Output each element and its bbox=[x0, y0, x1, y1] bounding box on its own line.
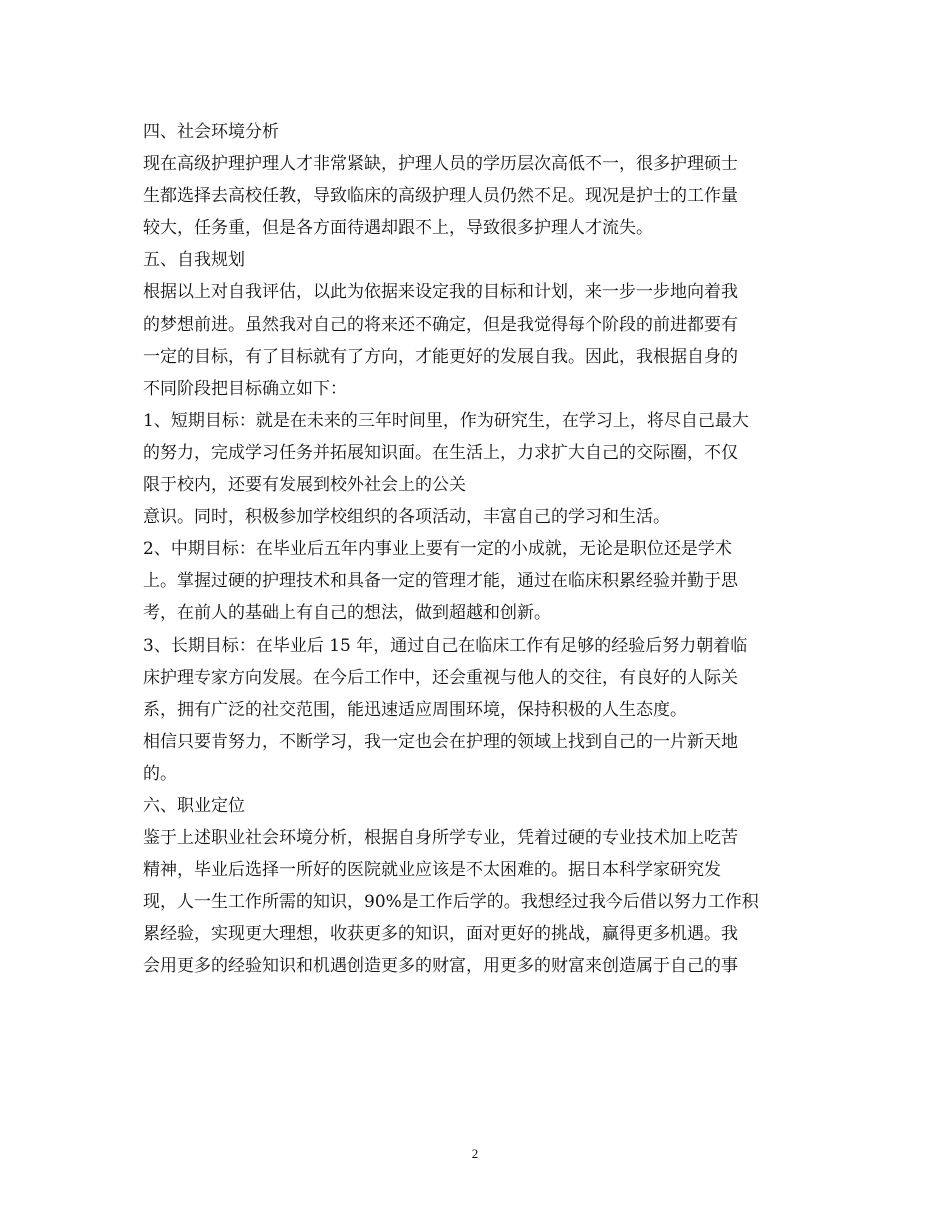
text-line: 的梦想前进。虽然我对自己的将来还不确定，但是我觉得每个阶段的前进都要有 bbox=[143, 314, 738, 335]
text-line: 限于校内，还要有发展到校外社会上的公关 bbox=[143, 475, 466, 496]
long-term-goal-line: 3、长期目标：在毕业后 15 年，通过自己在临床工作有足够的经验后努力朝着临 bbox=[143, 635, 748, 656]
text-line: 生都选择去高校任教，导致临床的高级护理人员仍然不足。现况是护士的工作量 bbox=[143, 186, 738, 207]
text-line: 现，人一生工作所需的知识，90%是工作后学的。我想经过我今后借以努力工作积 bbox=[143, 892, 759, 913]
text-line: 不同阶段把目标确立如下： bbox=[143, 378, 347, 399]
text-line: 鉴于上述职业社会环境分析，根据自身所学专业，凭着过硬的专业技术加上吃苦 bbox=[143, 828, 738, 849]
text-line: 累经验，实现更大理想，收获更多的知识，面对更好的挑战，赢得更多机遇。我 bbox=[143, 924, 738, 945]
text-line: 根据以上对自我评估，以此为依据来设定我的目标和计划，来一步一步地向着我 bbox=[143, 282, 738, 303]
text-line: 上。掌握过硬的护理技术和具备一定的管理才能，通过在临床积累经验并勤于思 bbox=[143, 571, 738, 592]
text-line: 一定的目标，有了目标就有了方向，才能更好的发展自我。因此，我根据自身的 bbox=[143, 346, 738, 367]
document-body bbox=[143, 116, 813, 983]
text-line: 系，拥有广泛的社交范围，能迅速适应周围环境，保持积极的人生态度。 bbox=[143, 699, 687, 720]
text-line: 现在高级护理护理人才非常紧缺，护理人员的学历层次高低不一，很多护理硕士 bbox=[143, 154, 738, 175]
mid-term-goal-line: 2、中期目标：在毕业后五年内事业上要有一定的小成就，无论是职位还是学术 bbox=[143, 539, 732, 560]
text-line: 相信只要肯努力，不断学习，我一定也会在护理的领域上找到自己的一片新天地 bbox=[143, 731, 738, 752]
text-line: 床护理专家方向发展。在今后工作中，还会重视与他人的交往，有良好的人际关 bbox=[143, 667, 738, 688]
heading-self-planning: 五、自我规划 bbox=[143, 250, 245, 271]
short-term-goal-line: 1、短期目标：就是在未来的三年时间里，作为研究生，在学习上，将尽自己最大 bbox=[143, 410, 749, 431]
text-line: 精神，毕业后选择一所好的医院就业应该是不太困难的。据日本科学家研究发 bbox=[143, 860, 721, 881]
text-line: 会用更多的经验知识和机遇创造更多的财富，用更多的财富来创造属于自己的事 bbox=[143, 956, 738, 977]
text-line: 意识。同时，积极参加学校组织的各项活动，丰富自己的学习和生活。 bbox=[143, 507, 670, 528]
text-line: 较大，任务重，但是各方面待遇却跟不上，导致很多护理人才流失。 bbox=[143, 218, 653, 239]
page-number: 2 bbox=[471, 1146, 479, 1161]
text-line: 考，在前人的基础上有自己的想法，做到超越和创新。 bbox=[143, 603, 551, 624]
heading-social-environment: 四、社会环境分析 bbox=[143, 122, 279, 142]
text-line: 的。 bbox=[143, 763, 177, 784]
heading-career-positioning: 六、职业定位 bbox=[143, 795, 245, 816]
text-line: 的努力，完成学习任务并拓展知识面。在生活上，力求扩大自己的交际圈，不仅 bbox=[143, 442, 738, 463]
